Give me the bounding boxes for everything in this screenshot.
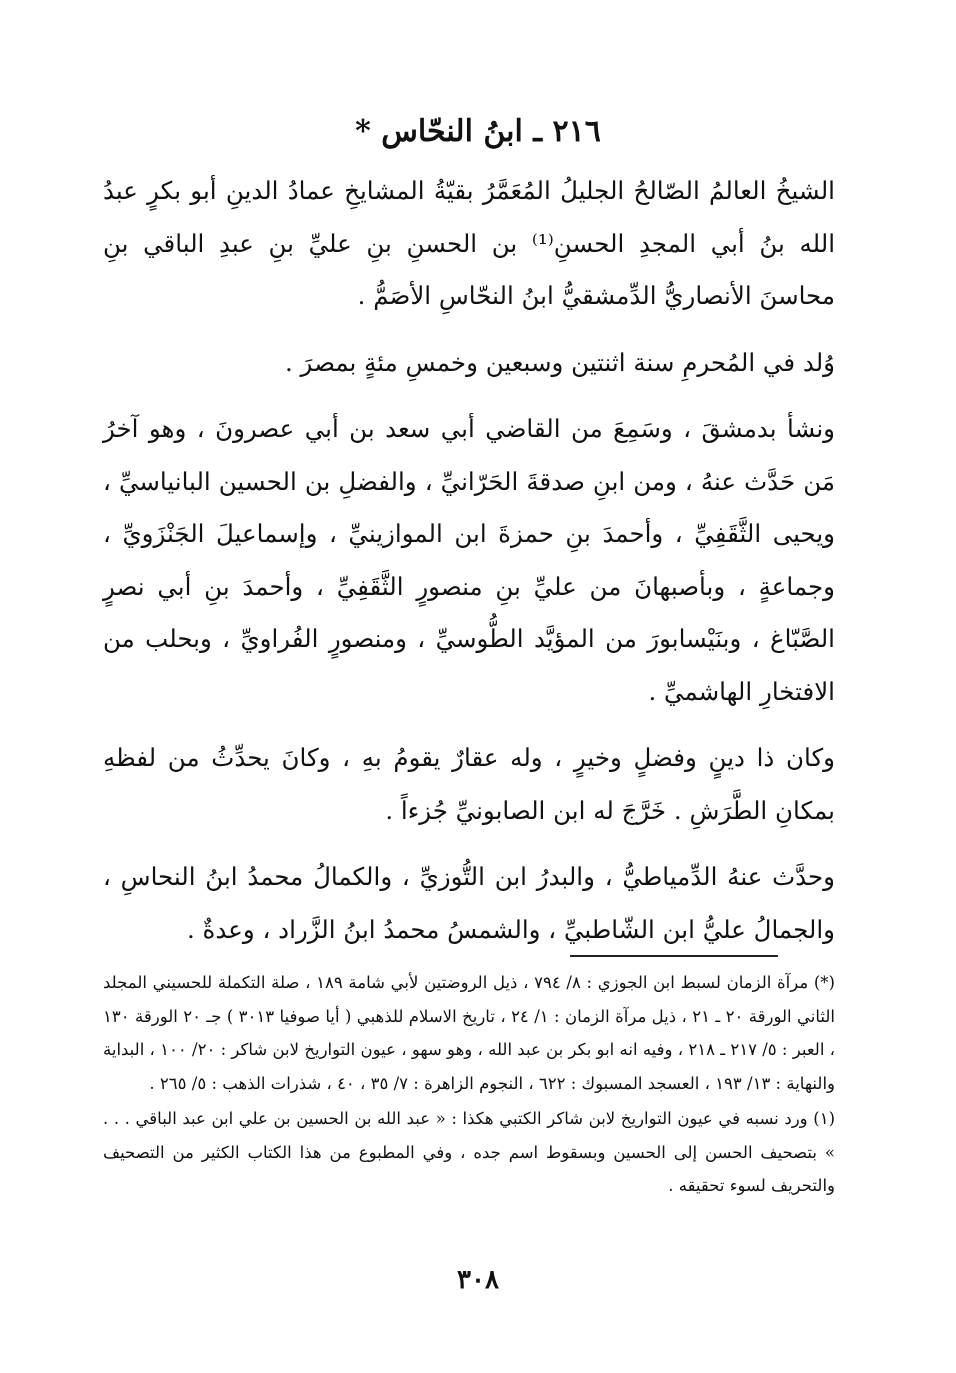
- entry-heading: ٢١٦ ـ ابنُ النحّاس *: [355, 114, 601, 149]
- paragraph-students: وحدَّث عنهُ الدِّمياطيُّ ، والبدرُ ابن التُّوزيِّ ، والكمالُ محمدُ ابنُ النحاسِ ، والجمالُ عليُّ ابن الشّاطبيِّ ، والشمسُ محمدُ ابنُ الزَّراد ، وعدةٌ .: [103, 862, 835, 944]
- page-number: ٣٠٨: [457, 1265, 499, 1295]
- footnotes: [103, 966, 835, 1205]
- paragraph-birth: وُلد في المُحرمِ سنة اثنتين وسبعين وخمسِ مئةٍ بمصرَ .: [284, 347, 835, 377]
- biography-body: [103, 165, 835, 970]
- paragraph-character: وكان ذا دينٍ وفضلٍ وخيرٍ ، وله عقارٌ يقومُ بهِ ، وكانَ يحدِّثُ من لفظهِ بمكانِ الطَّرَشِ . خَرَّجَ له ابن الصابونيِّ جُزءاً .: [103, 743, 835, 825]
- paragraph-teachers: ونشأ بدمشقَ ، وسَمِعَ من القاضي أبي سعد بن أبي عصرونَ ، وهو آخرُ مَن حَدَّث عنهُ ، ومن ابنِ صدقةَ الحَرّانيِّ ، والفضلِ بن الحسين البانياسيِّ ، ويحيى الثَّقَفِيِّ ، وأحمدَ بنِ حمزةَ ابن الموازينيِّ ، وإسماعيلَ الجَنْزَويِّ ، وجماعةٍ ، وبأصبهانَ من عليِّ بنِ منصورٍ الثَّقَفِيِّ ، وأحمدَ بنِ أبي نصرٍ الصَّبّاغ ، وبنَيْسابورَ من المؤيَّد الطُّوسيِّ ، ومنصورٍ الفُراويِّ ، وبحلب من الافتخارِ الهاشميِّ .: [103, 414, 835, 706]
- footnote-1: (١) ورد نسبه في عيون التواريخ لابن شاكر الكتبي هكذا : « عبد الله بن الحسين بن علي ابن عبد الباقي . . . » بتصحيف الحسن إلى الحسين وبسقوط اسم جده ، وفي المطبوع من هذا الكتاب الكثير من التصحيف والتحريف لسوء تحقيقه .: [103, 1109, 835, 1195]
- paragraph-name-lineage: الشيخُ العالمُ الصّالحُ الجليلُ المُعَمَّرُ بقيّةُ المشايخِ عمادُ الدينِ أبو بكرٍ عبدُ الله بنُ أبي المجدِ الحسنِ⁽¹⁾ بن الحسنِ بنِ عليِّ بنِ عبدِ الباقي بنِ محاسنَ الأنصاريُّ الدِّمشقيُّ ابنُ النحّاسِ الأصَمُّ .: [103, 176, 836, 310]
- footnote-sources: (*) مرآة الزمان لسبط ابن الجوزي : ٨/ ٧٩٤ ، ذيل الروضتين لأبي شامة ١٨٩ ، صلة التكملة للحسيني المجلد الثاني الورقة ٢٠ ـ ٢١ ، ذيل مرآة الزمان : ١/ ٢٤ ، تاريخ الاسلام للذهبي ( أيا صوفيا ٣٠١٣ ) جـ ٢٠ الورقة ١٣٠ ، العبر : ٥/ ٢١٧ ـ ٢١٨ ، وفيه انه ابو بكر بن عبد الله ، وهو سهو ، عيون التواريخ لابن شاكر : ٢٠/ ١٠٠ ، البداية والنهاية : ١٣/ ١٩٣ ، العسجد المسبوك : ٦٢٢ ، النجوم الزاهرة : ٧/ ٣٥ ، ٤٠ ، شذرات الذهب : ٥/ ٢٦٥ .: [103, 973, 836, 1093]
- footnote-separator: [570, 955, 778, 957]
